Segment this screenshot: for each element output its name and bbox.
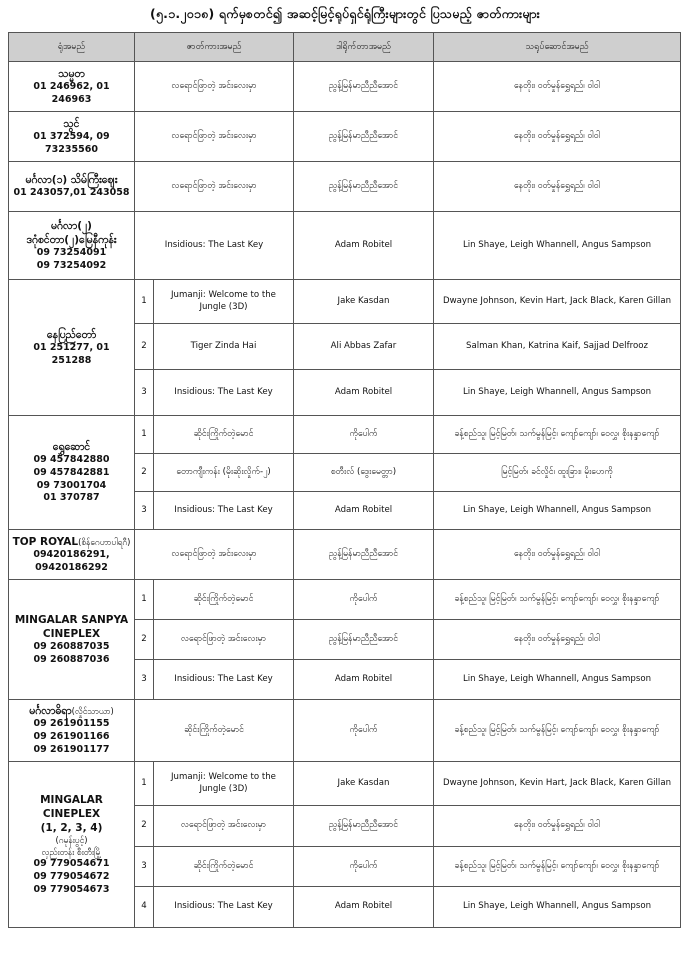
movie-number: 2 (135, 620, 154, 660)
cast-names: ခန့်စည်သူ၊ မြင့်မြတ်၊ သက်မွန်မြင့်၊ ကျော်ကျော်၊ ဝေလွှ၊ စိုးနန္ဒာကျော် (434, 700, 681, 762)
movie-number: 3 (135, 370, 154, 416)
director-name: ညွန့်မြန်မာညီညီအောင် (294, 806, 434, 847)
cast-names: နေတိုး၊ ဝတ်မှုန်ရွှေရည်၊ ဝါဝါ (434, 806, 681, 847)
cinema-phone: 01 246962, 01 246963 (33, 80, 110, 105)
schedule-sheet (8, 32, 680, 928)
cinema-phone: 09 73001704 (36, 479, 107, 491)
cinema-phone: 09 73254091 (36, 246, 107, 258)
cinema-name: မင်္ဂလာဓိရာ (29, 705, 72, 718)
cast-names: Dwayne Johnson, Kevin Hart, Jack Black, Karen Gillan (434, 280, 681, 324)
movie-title: Insidious: The Last Key (154, 660, 294, 700)
table-row (9, 700, 681, 762)
director-name: Jake Kasdan (294, 762, 434, 806)
movie-number: 2 (135, 454, 154, 492)
cast-names: နေတိုး၊ ဝတ်မှုန်ရွှေရည်၊ ဝါဝါ (434, 62, 681, 112)
director-name: ကိုပေါက် (294, 700, 434, 762)
director-name: ညွန့်မြန်မာညီညီအောင် (294, 162, 434, 212)
cinema-cell (9, 62, 135, 112)
cast-names: Lin Shaye, Leigh Whannell, Angus Sampson (434, 370, 681, 416)
schedule-body (9, 62, 681, 928)
movie-title: ဆိုင်းကြိုက်တဲ့မောင် (154, 416, 294, 454)
header-director: ဒါရိုက်တာအမည် (294, 33, 434, 62)
cinema-name: ရွှေဆောင် (52, 440, 91, 453)
cinema-cell (9, 530, 135, 580)
cinema-phone: 09 261901177 (33, 743, 110, 755)
cast-names: နေတိုး၊ ဝတ်မှုန်ရွှေရည်၊ ဝါဝါ (434, 162, 681, 212)
table-row (9, 162, 681, 212)
movie-number: 1 (135, 762, 154, 806)
cast-names: Dwayne Johnson, Kevin Hart, Jack Black, Karen Gillan (434, 762, 681, 806)
cast-names: Lin Shaye, Leigh Whannell, Angus Sampson (434, 660, 681, 700)
movie-title: လရောင်ဖြာတဲ့ အင်းလေးမှာ (154, 620, 294, 660)
cinema-subtitle: လှည်းတန်း စီးတီးမြို့ (41, 846, 102, 857)
cinema-name: MINGALAR CINEPLEX (40, 793, 103, 820)
cinema-name: မင်္ဂလာ(၁) သိမ်ကြီးဈေး (25, 174, 118, 186)
page-title: (၅.၁.၂၀၁၈) ရက်မှစတင်၍ အဆင့်မြင့်ရုပ်ရှင်ရုံကြီးများတွင် ပြသမည့် ဇာတ်ကားများ (150, 6, 540, 21)
table-row (9, 280, 681, 324)
movie-title: Insidious: The Last Key (135, 212, 294, 280)
movie-title: Insidious: The Last Key (154, 887, 294, 928)
cinema-phone: 01 370787 (43, 492, 100, 504)
movie-number: 1 (135, 416, 154, 454)
movie-number: 4 (135, 887, 154, 928)
cinema-phone: 01 243057,01 243058 (13, 187, 130, 199)
cast-names: ခန့်စည်သူ၊ မြင့်မြတ်၊ သက်မွန်မြင့်၊ ကျော်ကျော်၊ ဝေလွှ၊ စိုးနန္ဒာကျော် (434, 580, 681, 620)
cinema-phone: 09 779054673 (33, 883, 110, 895)
cinema-name-row (12, 704, 131, 718)
director-name: ကိုပေါက် (294, 847, 434, 887)
cinema-cell (9, 416, 135, 530)
header-cinema: ရုံအမည် (9, 33, 135, 62)
cinema-subtitle: ဒဂုံစင်တာ(၂)မြေနီကုန်း (26, 233, 117, 246)
cast-names: Lin Shaye, Leigh Whannell, Angus Sampson (434, 212, 681, 280)
director-name: Ali Abbas Zafar (294, 324, 434, 370)
movie-title: Insidious: The Last Key (154, 370, 294, 416)
director-name: Jake Kasdan (294, 280, 434, 324)
cinema-subtitle: (ဂမုန်းပွင့်) (55, 835, 88, 846)
cinema-phone: 09 260887035 (33, 640, 110, 652)
table-row (9, 416, 681, 454)
cinema-subtitle: (စိန်ဂေဟာပါရဂီ) (78, 536, 131, 547)
cinema-phone: 01 372594, 09 73235560 (33, 130, 110, 155)
cast-names: နေတိုး၊ ဝတ်မှုန်ရွှေရည်၊ ဝါဝါ (434, 620, 681, 660)
cinema-name: TOP ROYAL (12, 535, 79, 548)
table-row (9, 62, 681, 112)
cinema-phone: 09 260887036 (33, 653, 110, 665)
cinema-name: နေပြည်တော် (46, 328, 97, 341)
cinema-cell (9, 762, 135, 928)
movie-number: 3 (135, 660, 154, 700)
header-movie: ဇာတ်ကားအမည် (135, 33, 294, 62)
cinema-phone: 09 73254092 (36, 259, 107, 271)
director-name: Adam Robitel (294, 212, 434, 280)
cinema-name: သမ္မတ (58, 67, 85, 80)
movie-title: လရောင်ဖြာတဲ့ အင်းလေးမှာ (154, 806, 294, 847)
cinema-phone: 09 779054671 (33, 857, 110, 869)
director-name: ညွန့်မြန်မာညီညီအောင် (294, 112, 434, 162)
cinema-phone: 09 779054672 (33, 870, 110, 882)
cinema-name-row (12, 535, 131, 549)
cinema-subtitle: (1, 2, 3, 4) (40, 822, 103, 835)
movie-title: တောကျီးကန်း (မိုးဆိုးလှိုက်-၂) (154, 454, 294, 492)
director-name: ညွန့်မြန်မာညီညီအောင် (294, 620, 434, 660)
cast-names: ခန့်စည်သူ၊ မြင့်မြတ်၊ သက်မွန်မြင့်၊ ကျော်ကျော်၊ ဝေလွှ၊ စိုးနန္ဒာကျော် (434, 847, 681, 887)
movie-number: 1 (135, 280, 154, 324)
table-row (9, 762, 681, 806)
cinema-phone: 09 457842880 (33, 453, 110, 465)
movie-number: 2 (135, 806, 154, 847)
cinema-phone: 09 261901166 (33, 731, 110, 743)
cinema-cell (9, 700, 135, 762)
movie-title: Jumanji: Welcome to the Jungle (3D) (154, 762, 294, 806)
movie-title: ဆိုင်းကြိုက်တဲ့မောင် (154, 580, 294, 620)
movie-number: 1 (135, 580, 154, 620)
director-name: Adam Robitel (294, 370, 434, 416)
cast-names: မြင့်မြတ်၊ ခင်လှိုင်၊ ထူးခြား၊ မိုးဟေကို (434, 454, 681, 492)
cinema-phone: 09 261901155 (33, 718, 110, 730)
movie-title: လရောင်ဖြာတဲ့ အင်းလေးမှာ (135, 112, 294, 162)
director-name: Adam Robitel (294, 887, 434, 928)
director-name: ကိုပေါက် (294, 580, 434, 620)
cast-names: ခန့်စည်သူ၊ မြင့်မြတ်၊ သက်မွန်မြင့်၊ ကျော်ကျော်၊ ဝေလွှ၊ စိုးနန္ဒာကျော် (434, 416, 681, 454)
movie-title: Jumanji: Welcome to the Jungle (3D) (154, 280, 294, 324)
cinema-cell (9, 212, 135, 280)
movie-title: Tiger Zinda Hai (154, 324, 294, 370)
movie-title: လရောင်ဖြာတဲ့ အင်းလေးမှာ (135, 162, 294, 212)
movie-title: လရောင်ဖြာတဲ့ အင်းလေးမှာ (135, 62, 294, 112)
director-name: ညွန့်မြန်မာညီညီအောင် (294, 62, 434, 112)
table-row (9, 530, 681, 580)
cinema-phone: 09 457842881 (33, 466, 110, 478)
header-cast: သရုပ်ဆောင်အမည် (434, 33, 681, 62)
movie-title: Insidious: The Last Key (154, 492, 294, 530)
director-name: ကိုပေါက် (294, 416, 434, 454)
schedule-table (8, 32, 681, 928)
director-name: Adam Robitel (294, 492, 434, 530)
cast-names: Lin Shaye, Leigh Whannell, Angus Sampson (434, 887, 681, 928)
header-row (9, 33, 681, 62)
cinema-name: မင်္ဂလာ(၂) (51, 219, 92, 232)
cinema-name: MINGALAR SANPYA CINEPLEX (14, 613, 129, 640)
director-name: ညွန့်မြန်မာညီညီအောင် (294, 530, 434, 580)
movie-number: 2 (135, 324, 154, 370)
table-row (9, 112, 681, 162)
cinema-cell (9, 162, 135, 212)
cinema-phone: 09420186291, 09420186292 (33, 548, 110, 573)
movie-title: ဆိုင်းကြိုက်တဲ့မောင် (154, 847, 294, 887)
cinema-subtitle: (လှိုင်သာယာ) (71, 706, 114, 717)
director-name: Adam Robitel (294, 660, 434, 700)
movie-title: ဆိုင်းကြိုက်တဲ့မောင် (135, 700, 294, 762)
movie-number: 3 (135, 492, 154, 530)
cinema-name: သွင် (63, 117, 80, 130)
movie-title: လရောင်ဖြာတဲ့ အင်းလေးမှာ (135, 530, 294, 580)
table-row (9, 580, 681, 620)
cast-names: နေတိုး၊ ဝတ်မှုန်ရွှေရည်၊ ဝါဝါ (434, 530, 681, 580)
director-name: စတီးလ် (ဒွေးမေတ္တာ) (294, 454, 434, 492)
table-row (9, 212, 681, 280)
cinema-phone: 01 251277, 01 251288 (33, 341, 110, 366)
cast-names: Salman Khan, Katrina Kaif, Sajjad Delfrooz (434, 324, 681, 370)
cinema-cell (9, 280, 135, 416)
cinema-cell (9, 112, 135, 162)
cinema-cell (9, 580, 135, 700)
cast-names: နေတိုး၊ ဝတ်မှုန်ရွှေရည်၊ ဝါဝါ (434, 112, 681, 162)
movie-number: 3 (135, 847, 154, 887)
cast-names: Lin Shaye, Leigh Whannell, Angus Sampson (434, 492, 681, 530)
